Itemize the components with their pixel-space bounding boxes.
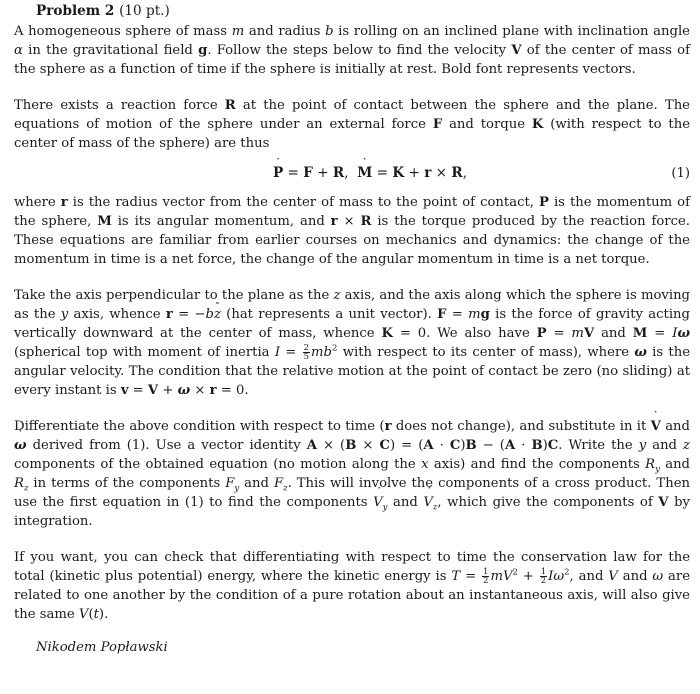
equation-1-body: ˙ P = F + R, ˙ M = K + r × R, xyxy=(54,164,650,183)
paragraph-differentiate: Differentiate the above condition with respect to time (r does not change), and substitute in it ˙ V and ˙ ω derived from (1). Use a vector identity A × (B × C) = (A · C)B − (A · B)C. Write the y and z components of the obtained equation (no motion along the x axis) and find the components $R_y$ and $R_z$ in terms of the components $F_y$ and $F_z$. This will involve the components of a cross product. Then use the first equation in (1) to find the components ˙ $V_y$ and ˙ $V_z$, which give the components of V by integration. xyxy=(14,417,690,531)
paragraph-intro: A homogeneous sphere of mass m and radius b is rolling on an inclined plane with inclination angle α in the gravitational field g. Follow the steps below to find the velocity V of the center of mass of the sphere as a function of time if the sphere is initially at rest. Bold font represents vectors. xyxy=(14,24,690,77)
paragraph-definitions: where r is the radius vector from the center of mass to the point of contact, P is the momentum of the sphere, M is its angular momentum, and r × R is the torque produced by the reaction force. These equations are familiar from earlier courses on mechanics and dynamics: the change of the momentum in time is a net force, the change of the angular momentum in time is a net torque. xyxy=(14,195,691,267)
author-signature: Nikodem Popławski xyxy=(36,640,168,655)
equation-1-number: (1) xyxy=(671,165,690,181)
paragraph-axes: Take the axis perpendicular to the plane as the z axis, and the axis along which the sphere is moving as the y axis, whence r = −bˆ z (hat represents a unit vector). F = mg is the force of gravity acting vertically downward at the center of mass, whence K = 0. We also have P = mV and M = Iω (spherical top with moment of inertia I = $\frac{2}{5}$ $mb^2$ with respect to its center of mass), where ω is the angular velocity. The condition that the relative motion at the point of contact be zero (no sliding) at every instant is v = V + ω × r = 0. xyxy=(14,286,690,400)
problem-title: Problem 2 (10 pt.) xyxy=(36,3,170,19)
paragraph-energy-check: If you want, you can check that differentiating with respect to time the conservation law for the total (kinetic plus potential) energy, where the kinetic energy is T = $\frac{1}{2}$ $mV^2$ + $\frac{1}{2}$ $I\omega^2$, and V and ω are related to one another by the condition of a pure rotation about an instantaneous axis, will also give the same V(t). xyxy=(14,550,691,622)
equation-1 xyxy=(14,161,690,185)
problem-points: (10 pt.) xyxy=(119,3,170,19)
paragraph-reaction-force: There exists a reaction force R at the point of contact between the sphere and the plane. The equations of motion of the sphere under an external force F and torque K (with respect to the center of mass of the sphere) are thus xyxy=(14,98,691,151)
